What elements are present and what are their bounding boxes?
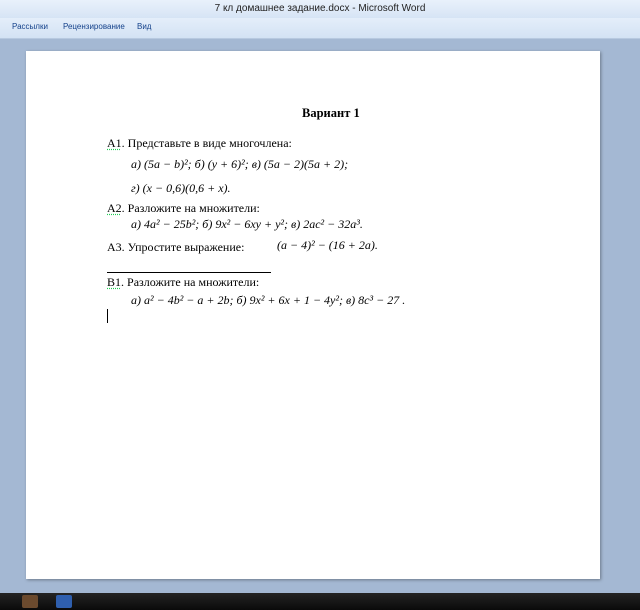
task-a1-text: . Представьте в виде многочлена:: [121, 136, 292, 150]
taskbar: [0, 593, 640, 610]
task-a3-label: А3: [107, 240, 122, 254]
window-titlebar: [0, 0, 640, 18]
task-a3-expression: (a − 4)² − (16 + 2a).: [277, 238, 378, 252]
ribbon-tabs: [0, 18, 640, 39]
task-b1-line1: а) a² − 4b² − a + 2b; б) 9x² + 6x + 1 − 4y²; в) 8c³ − 27 .: [131, 293, 406, 307]
task-a2-text: . Разложите на множители:: [121, 201, 260, 215]
task-a2-heading: [107, 201, 260, 216]
text-cursor: [107, 309, 108, 323]
word-icon[interactable]: [56, 595, 72, 608]
task-a1-heading: [107, 136, 292, 151]
task-b1-heading: [107, 275, 259, 290]
tab-review[interactable]: Рецензирование: [63, 22, 125, 31]
task-a1-line2: г) (x − 0,6)(0,6 + x).: [131, 181, 231, 195]
task-a3-text: . Упростите выражение:: [121, 240, 245, 254]
window-title: 7 кл домашнее задание.docx - Microsoft Word: [214, 3, 426, 14]
task-a2-line1: а) 4a² − 25b²; б) 9x² − 6xy + y²; в) 2ac² − 32a³.: [131, 217, 363, 231]
task-a1-label: А1: [107, 136, 122, 150]
tab-mailings[interactable]: Рассылки: [12, 22, 48, 31]
separator-line: [107, 272, 271, 273]
start-icon[interactable]: [22, 595, 38, 608]
task-a1-line1: а) (5a − b)²; б) (y + 6)²; в) (5a − 2)(5a + 2);: [131, 157, 349, 171]
document-content: [26, 51, 600, 579]
task-b1-text: . Разложите на множители:: [121, 275, 260, 289]
document-title: Вариант 1: [302, 106, 360, 120]
tab-view[interactable]: Вид: [137, 22, 152, 31]
task-a2-label: А2: [107, 201, 122, 215]
task-b1-label: В1: [107, 275, 122, 289]
task-a3-heading: [107, 240, 244, 255]
